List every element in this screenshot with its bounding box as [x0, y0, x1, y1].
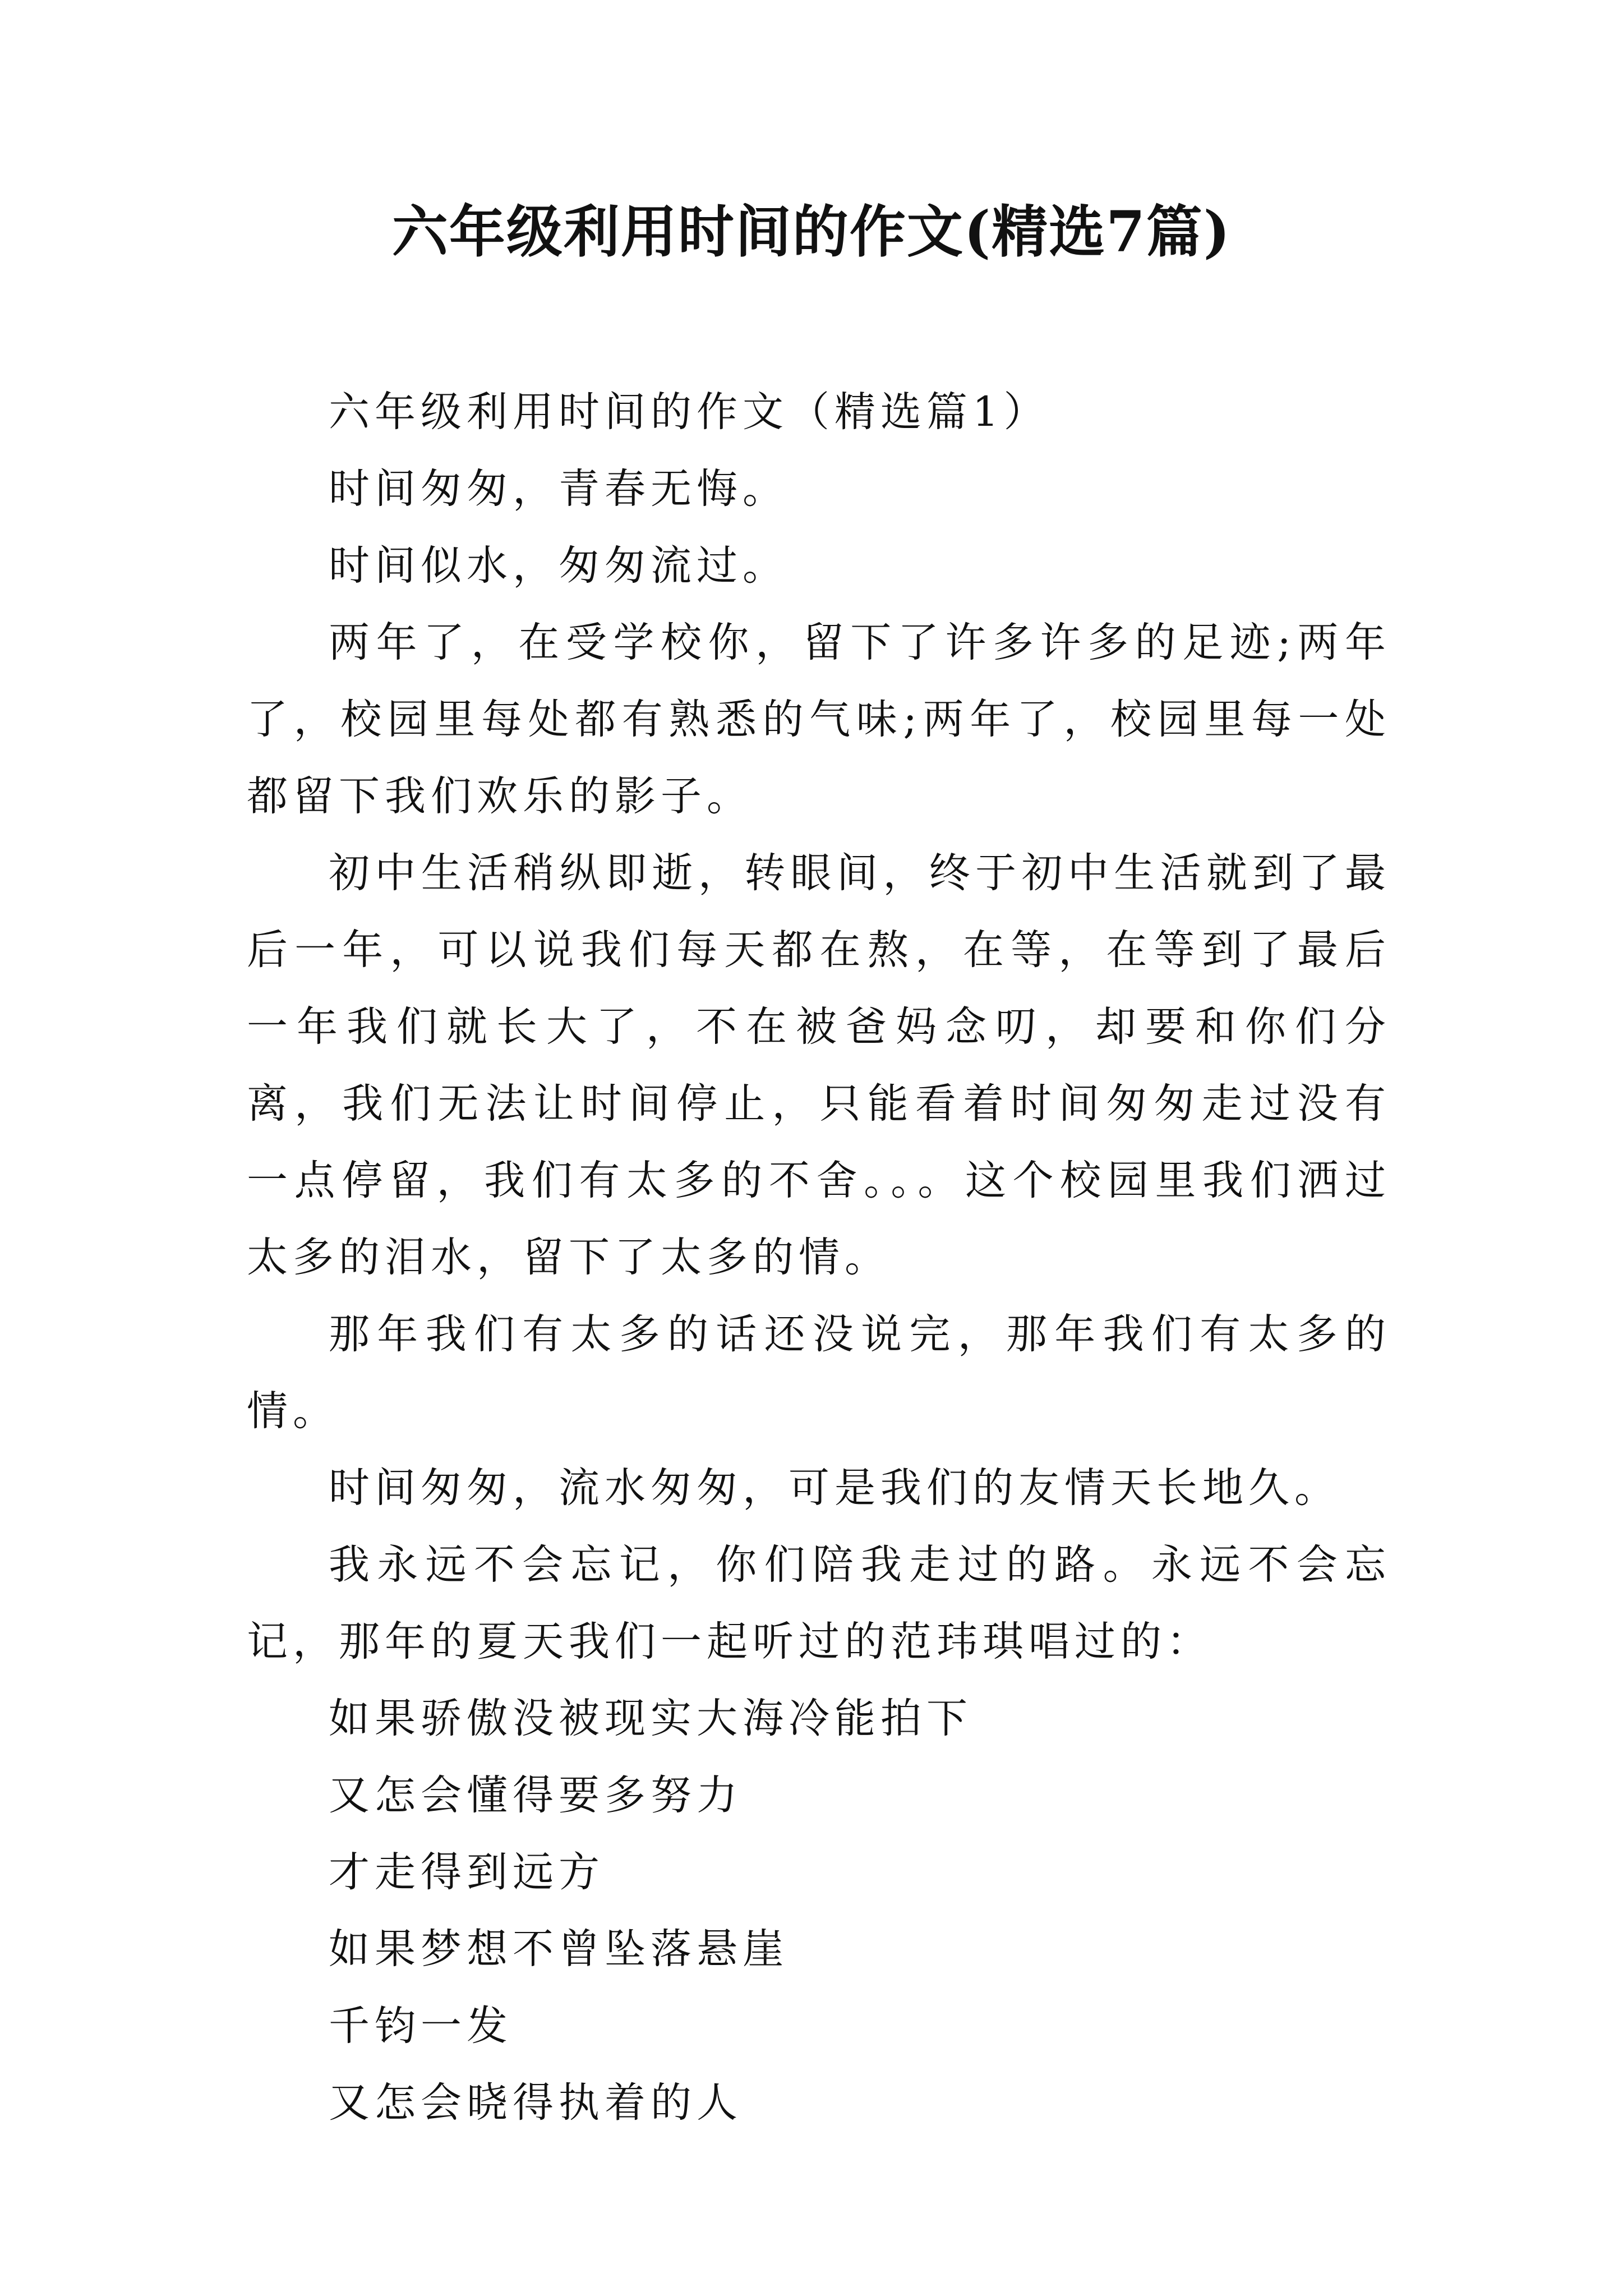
lyric-line: 才走得到远方: [329, 1848, 605, 1896]
document-title: 六年级利用时间的作文(精选7篇): [391, 199, 1232, 265]
paragraph: 时间似水，匆匆流过。: [329, 542, 789, 590]
paragraph: 两年了，在受学校你，留下了许多许多的足迹;两年了，校园里每处都有熟悉的气味;两年了，校园里每一处都留下我们欢乐的影子。: [247, 619, 1391, 820]
document-body: [247, 374, 1391, 2141]
paragraph: 时间匆匆，流水匆匆，可是我们的友情天长地久。: [329, 1464, 1340, 1512]
paragraph: 时间匆匆，青春无悔。: [329, 465, 789, 513]
lyric-line: 如果梦想不曾坠落悬崖: [329, 1925, 789, 1973]
paragraph: 初中生活稍纵即逝，转眼间，终于初中生活就到了最后一年，可以说我们每天都在熬，在等，在等到了最后一年我们就长大了，不在被爸妈念叨，却要和你们分离，我们无法让时间停止，只能看着时间匆匆走过没有一点停留，我们有太多的不舍。。。这个校园里我们洒过太多的泪水，留下了太多的情。: [247, 849, 1391, 1281]
lyric-line: 千钧一发: [329, 2002, 513, 2050]
paragraph: 六年级利用时间的作文（精选篇1）: [329, 388, 1050, 436]
lyric-line: 如果骄傲没被现实大海冷能拍下: [329, 1695, 972, 1742]
lyric-line: 又怎会懂得要多努力: [329, 1772, 743, 1819]
paragraph: 那年我们有太多的话还没说完，那年我们有太多的情。: [247, 1310, 1391, 1435]
paragraph: 我永远不会忘记，你们陪我走过的路。永远不会忘记，那年的夏天我们一起听过的范玮琪唱过的：: [247, 1541, 1391, 1665]
lyric-line: 又怎会晓得执着的人: [329, 2079, 743, 2127]
